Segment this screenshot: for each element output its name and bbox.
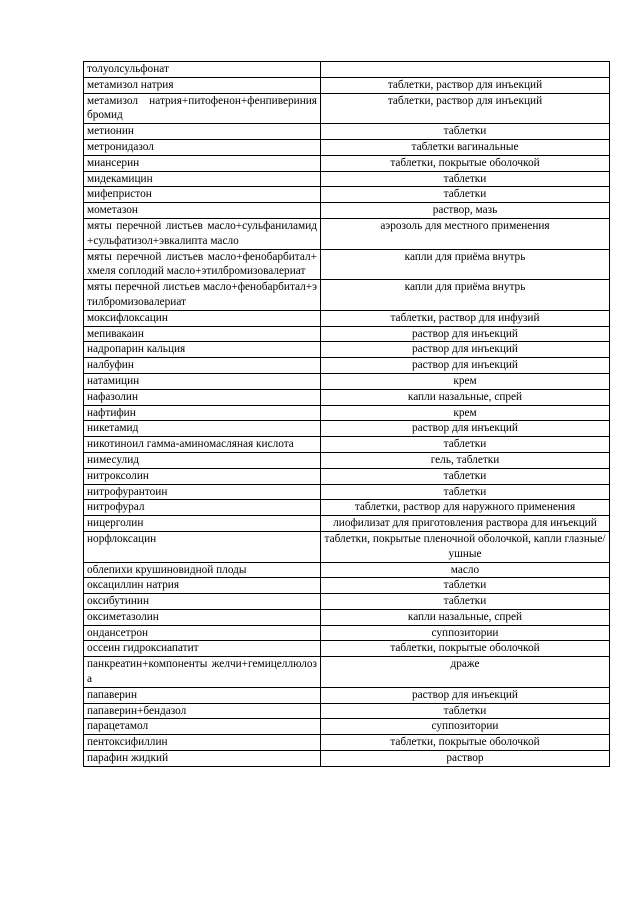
dosage-form-cell: раствор для инъекций <box>321 358 610 374</box>
dosage-form-cell: лиофилизат для приготовления раствора для инъекций <box>321 516 610 532</box>
table-row <box>84 155 610 171</box>
table-row <box>84 484 610 500</box>
table-row <box>84 280 610 311</box>
dosage-form-cell: таблетки, покрытые пленочной оболочкой, капли глазные/ушные <box>321 531 610 562</box>
dosage-form-cell: таблетки, покрытые оболочкой <box>321 735 610 751</box>
table-row <box>84 187 610 203</box>
dosage-form-cell: раствор для инъекций <box>321 421 610 437</box>
dosage-form-cell: раствор для инъекций <box>321 342 610 358</box>
dosage-form-cell: раствор <box>321 751 610 767</box>
dosage-form-cell: раствор, мазь <box>321 203 610 219</box>
table-row <box>84 124 610 140</box>
drug-name-cell: парафин жидкий <box>84 751 321 767</box>
table-row <box>84 171 610 187</box>
dosage-form-cell <box>321 62 610 78</box>
table-row <box>84 342 610 358</box>
dosage-form-cell: таблетки <box>321 468 610 484</box>
table-row <box>84 203 610 219</box>
table-row <box>84 719 610 735</box>
table-row <box>84 625 610 641</box>
drug-table <box>83 61 610 767</box>
drug-name-cell: панкреатин+компоненты желчи+гемицеллюлоза <box>84 657 321 688</box>
dosage-form-cell: таблетки, раствор для инфузий <box>321 310 610 326</box>
dosage-form-cell: масло <box>321 562 610 578</box>
dosage-form-cell: драже <box>321 657 610 688</box>
dosage-form-cell: таблетки <box>321 437 610 453</box>
dosage-form-cell: капли для приёма внутрь <box>321 249 610 280</box>
drug-name-cell: мифепристон <box>84 187 321 203</box>
drug-name-cell: метамизол натрия+питофенон+фенпивериния бромид <box>84 93 321 124</box>
dosage-form-cell: таблетки, покрытые оболочкой <box>321 155 610 171</box>
drug-name-cell: нитроксолин <box>84 468 321 484</box>
drug-name-cell: ондансетрон <box>84 625 321 641</box>
table-row <box>84 657 610 688</box>
dosage-form-cell: аэрозоль для местного применения <box>321 218 610 249</box>
table-row <box>84 516 610 532</box>
drug-name-cell: папаверин <box>84 687 321 703</box>
table-row <box>84 452 610 468</box>
document-page <box>83 61 609 767</box>
table-row <box>84 218 610 249</box>
drug-name-cell: ницерголин <box>84 516 321 532</box>
dosage-form-cell: таблетки <box>321 484 610 500</box>
dosage-form-cell: таблетки <box>321 187 610 203</box>
dosage-form-cell: таблетки, раствор для инъекций <box>321 93 610 124</box>
table-row <box>84 310 610 326</box>
table-row <box>84 249 610 280</box>
drug-name-cell: папаверин+бендазол <box>84 703 321 719</box>
drug-name-cell: нимесулид <box>84 452 321 468</box>
table-row <box>84 562 610 578</box>
drug-name-cell: мяты перечной листьев масло+фенобарбитал+этилбромизовалериат <box>84 280 321 311</box>
drug-name-cell: оксациллин натрия <box>84 578 321 594</box>
table-row <box>84 421 610 437</box>
drug-name-cell: толуолсульфонат <box>84 62 321 78</box>
drug-name-cell: парацетамол <box>84 719 321 735</box>
drug-name-cell: мяты перечной листьев масло+фенобарбитал+хмеля соплодий масло+этилбромизовалериат <box>84 249 321 280</box>
drug-name-cell: оксиметазолин <box>84 609 321 625</box>
table-row <box>84 735 610 751</box>
table-row <box>84 358 610 374</box>
dosage-form-cell: таблетки <box>321 578 610 594</box>
drug-name-cell: нитрофурантоин <box>84 484 321 500</box>
dosage-form-cell: суппозитории <box>321 625 610 641</box>
dosage-form-cell: раствор для инъекций <box>321 326 610 342</box>
drug-name-cell: натамицин <box>84 373 321 389</box>
drug-name-cell: нитрофурал <box>84 500 321 516</box>
table-row <box>84 594 610 610</box>
drug-name-cell: мепивакаин <box>84 326 321 342</box>
dosage-form-cell: таблетки <box>321 171 610 187</box>
table-row <box>84 373 610 389</box>
drug-name-cell: мометазон <box>84 203 321 219</box>
drug-name-cell: облепихи крушиновидной плоды <box>84 562 321 578</box>
drug-name-cell: норфлоксацин <box>84 531 321 562</box>
table-row <box>84 500 610 516</box>
table-row <box>84 751 610 767</box>
table-row <box>84 326 610 342</box>
table-row <box>84 139 610 155</box>
dosage-form-cell: капли для приёма внутрь <box>321 280 610 311</box>
table-row <box>84 405 610 421</box>
table-row <box>84 609 610 625</box>
table-row <box>84 437 610 453</box>
table-row <box>84 703 610 719</box>
drug-name-cell: моксифлоксацин <box>84 310 321 326</box>
table-row <box>84 389 610 405</box>
drug-name-cell: никотиноил гамма-аминомасляная кислота <box>84 437 321 453</box>
table-row <box>84 62 610 78</box>
dosage-form-cell: гель, таблетки <box>321 452 610 468</box>
table-row <box>84 687 610 703</box>
drug-name-cell: метамизол натрия <box>84 77 321 93</box>
drug-name-cell: мяты перечной листьев масло+сульфаниламид+сульфатизол+эвкалипта масло <box>84 218 321 249</box>
table-row <box>84 77 610 93</box>
table-row <box>84 641 610 657</box>
drug-name-cell: мидекамицин <box>84 171 321 187</box>
table-row <box>84 531 610 562</box>
drug-name-cell: нафазолин <box>84 389 321 405</box>
dosage-form-cell: раствор для инъекций <box>321 687 610 703</box>
table-row <box>84 93 610 124</box>
dosage-form-cell: таблетки <box>321 124 610 140</box>
dosage-form-cell: капли назальные, спрей <box>321 609 610 625</box>
drug-name-cell: метронидазол <box>84 139 321 155</box>
dosage-form-cell: таблетки, покрытые оболочкой <box>321 641 610 657</box>
drug-name-cell: никетамид <box>84 421 321 437</box>
dosage-form-cell: крем <box>321 373 610 389</box>
dosage-form-cell: таблетки <box>321 703 610 719</box>
drug-name-cell: метионин <box>84 124 321 140</box>
dosage-form-cell: таблетки, раствор для инъекций <box>321 77 610 93</box>
dosage-form-cell: крем <box>321 405 610 421</box>
drug-name-cell: оссеин гидроксиапатит <box>84 641 321 657</box>
dosage-form-cell: таблетки вагинальные <box>321 139 610 155</box>
table-row <box>84 468 610 484</box>
table-row <box>84 578 610 594</box>
drug-name-cell: нафтифин <box>84 405 321 421</box>
dosage-form-cell: таблетки, раствор для наружного применения <box>321 500 610 516</box>
dosage-form-cell: капли назальные, спрей <box>321 389 610 405</box>
drug-name-cell: оксибутинин <box>84 594 321 610</box>
table-body <box>84 62 610 767</box>
dosage-form-cell: суппозитории <box>321 719 610 735</box>
dosage-form-cell: таблетки <box>321 594 610 610</box>
drug-name-cell: налбуфин <box>84 358 321 374</box>
drug-name-cell: пентоксифиллин <box>84 735 321 751</box>
drug-name-cell: надропарин кальция <box>84 342 321 358</box>
drug-name-cell: миансерин <box>84 155 321 171</box>
